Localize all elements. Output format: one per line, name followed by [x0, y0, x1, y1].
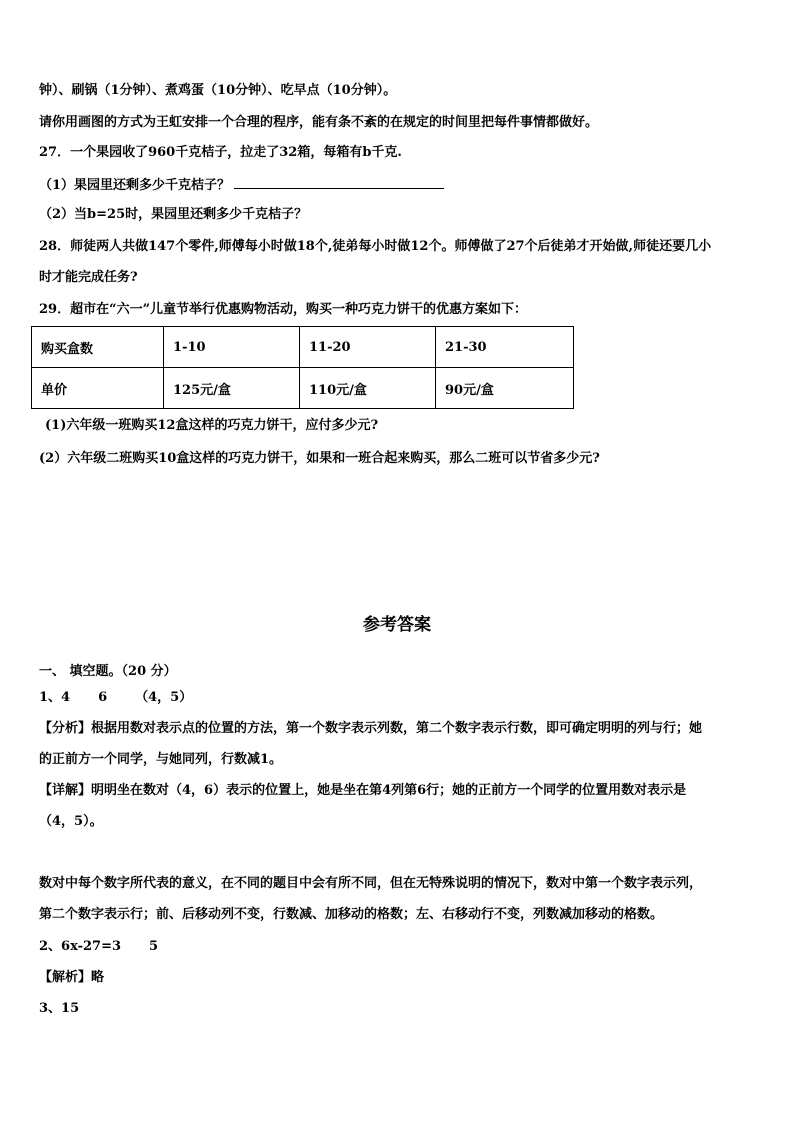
- table-cell: 11-20: [300, 327, 436, 368]
- question-27-part-1-text: （1）果园里还剩多少千克桔子？: [39, 178, 231, 193]
- answer-blank: [234, 175, 444, 189]
- answer-2-value-2: 5: [149, 939, 159, 954]
- table-cell: 110元/盒: [300, 368, 436, 409]
- answers-section-1: 一、 填空题。（20 分）: [39, 664, 177, 679]
- answer-1-note-line-2: 第二个数字表示行；前、后移动列不变，行数减、加移动的格数；左、右移动行不变，列数减加移动的格数。: [39, 907, 664, 922]
- answer-1-analysis-line-2: 的正前方一个同学，与她同列，行数减1。: [39, 752, 283, 767]
- answer-1-value-3: （4，5）: [135, 690, 193, 705]
- table-cell: 购买盒数: [32, 327, 164, 368]
- question-27-part-1: [39, 175, 444, 195]
- answer-1: [39, 689, 192, 707]
- question-28-line-2: 时才能完成任务?: [39, 270, 138, 285]
- answer-1-analysis-line-1: 【分析】根据用数对表示点的位置的方法，第一个数字表示列数，第二个数字表示行数，即可确定明明的列与行；她: [39, 721, 703, 736]
- line-instruction: 请你用画图的方式为王虹安排一个合理的程序，能有条不紊的在规定的时间里把每件事情都做好。: [39, 115, 599, 130]
- price-table-header-row: [32, 327, 574, 368]
- answer-1-value-2: 6: [98, 690, 108, 705]
- table-cell: 125元/盒: [164, 368, 300, 409]
- price-table-price-row: [32, 368, 574, 409]
- answer-1-detail-line-2: （4，5）。: [39, 814, 103, 829]
- answer-2-equation: 2、6x-27=3: [39, 939, 122, 954]
- question-28-line-1: 28．师徒两人共做147个零件,师傅每小时做18个,徒弟每小时做12个。师傅做了27个后徒弟才开始做,师徒还要几小: [39, 239, 712, 254]
- line-chores: 钟）、刷锅（1分钟）、煮鸡蛋（10分钟）、吃早点（10分钟）。: [39, 83, 397, 98]
- answers-title: 参考答案: [363, 615, 431, 635]
- question-29-part-2: (2）六年级二班购买10盒这样的巧克力饼干，如果和一班合起来购买，那么二班可以节省多少元?: [39, 451, 600, 466]
- answer-2: [39, 938, 158, 956]
- answer-2-analysis: 【解析】略: [39, 970, 105, 985]
- table-cell: 90元/盒: [436, 368, 574, 409]
- question-27-part-2: （2）当b=25时，果园里还剩多少千克桔子？: [39, 207, 308, 222]
- question-29-part-1: (1)六年级一班购买12盒这样的巧克力饼干，应付多少元?: [45, 418, 379, 433]
- answer-1-detail-line-1: 【详解】明明坐在数对（4，6）表示的位置上，她是坐在第4列第6行；她的正前方一个同学的位置用数对表示是: [39, 783, 687, 798]
- price-table: [31, 326, 574, 409]
- answer-1-number: 1、4: [39, 690, 71, 705]
- table-cell: 1-10: [164, 327, 300, 368]
- question-29: 29．超市在“六一”儿童节举行优惠购物活动，购买一种巧克力饼干的优惠方案如下：: [39, 302, 528, 317]
- answer-1-note-line-1: 数对中每个数字所代表的意义，在不同的题目中会有所不同，但在无特殊说明的情况下，数对中第一个数字表示列，: [39, 876, 703, 891]
- question-27: 27．一个果园收了960千克桔子，拉走了32箱，每箱有b千克.: [39, 145, 402, 160]
- table-cell: 21-30: [436, 327, 574, 368]
- answer-3: 3、15: [39, 1001, 80, 1016]
- table-cell: 单价: [32, 368, 164, 409]
